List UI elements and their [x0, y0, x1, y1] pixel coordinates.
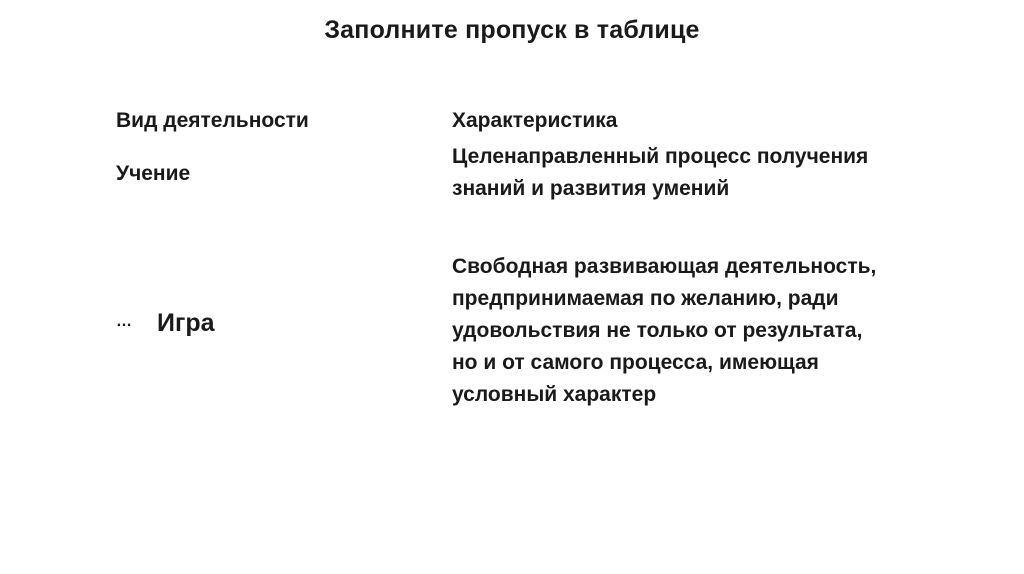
row-2-characteristic-line: удовольствия не только от результата, — [452, 319, 863, 342]
row-2-ellipsis-marker: … — [116, 313, 132, 330]
row-2-characteristic-line: Свободная развивающая деятельность, — [452, 255, 877, 278]
row-2-characteristic-line: но и от самого процесса, имеющая — [452, 351, 819, 374]
row-2-activity: Игра — [157, 309, 215, 337]
row-2-characteristic — [452, 251, 876, 411]
row-2-characteristic-line: условный характер — [452, 383, 657, 406]
row-1-activity: Учение — [116, 162, 191, 185]
row-1-characteristic-line: знаний и развития умений — [452, 177, 730, 200]
slide-title: Заполните пропуск в таблице — [324, 16, 700, 44]
column-header-activity: Вид деятельности — [116, 109, 309, 132]
row-1-characteristic-line: Целенаправленный процесс получения — [452, 145, 869, 168]
column-header-characteristic: Характеристика — [452, 109, 618, 132]
row-1-characteristic — [452, 141, 868, 205]
row-2-characteristic-line: предпринимаемая по желанию, ради — [452, 287, 839, 310]
